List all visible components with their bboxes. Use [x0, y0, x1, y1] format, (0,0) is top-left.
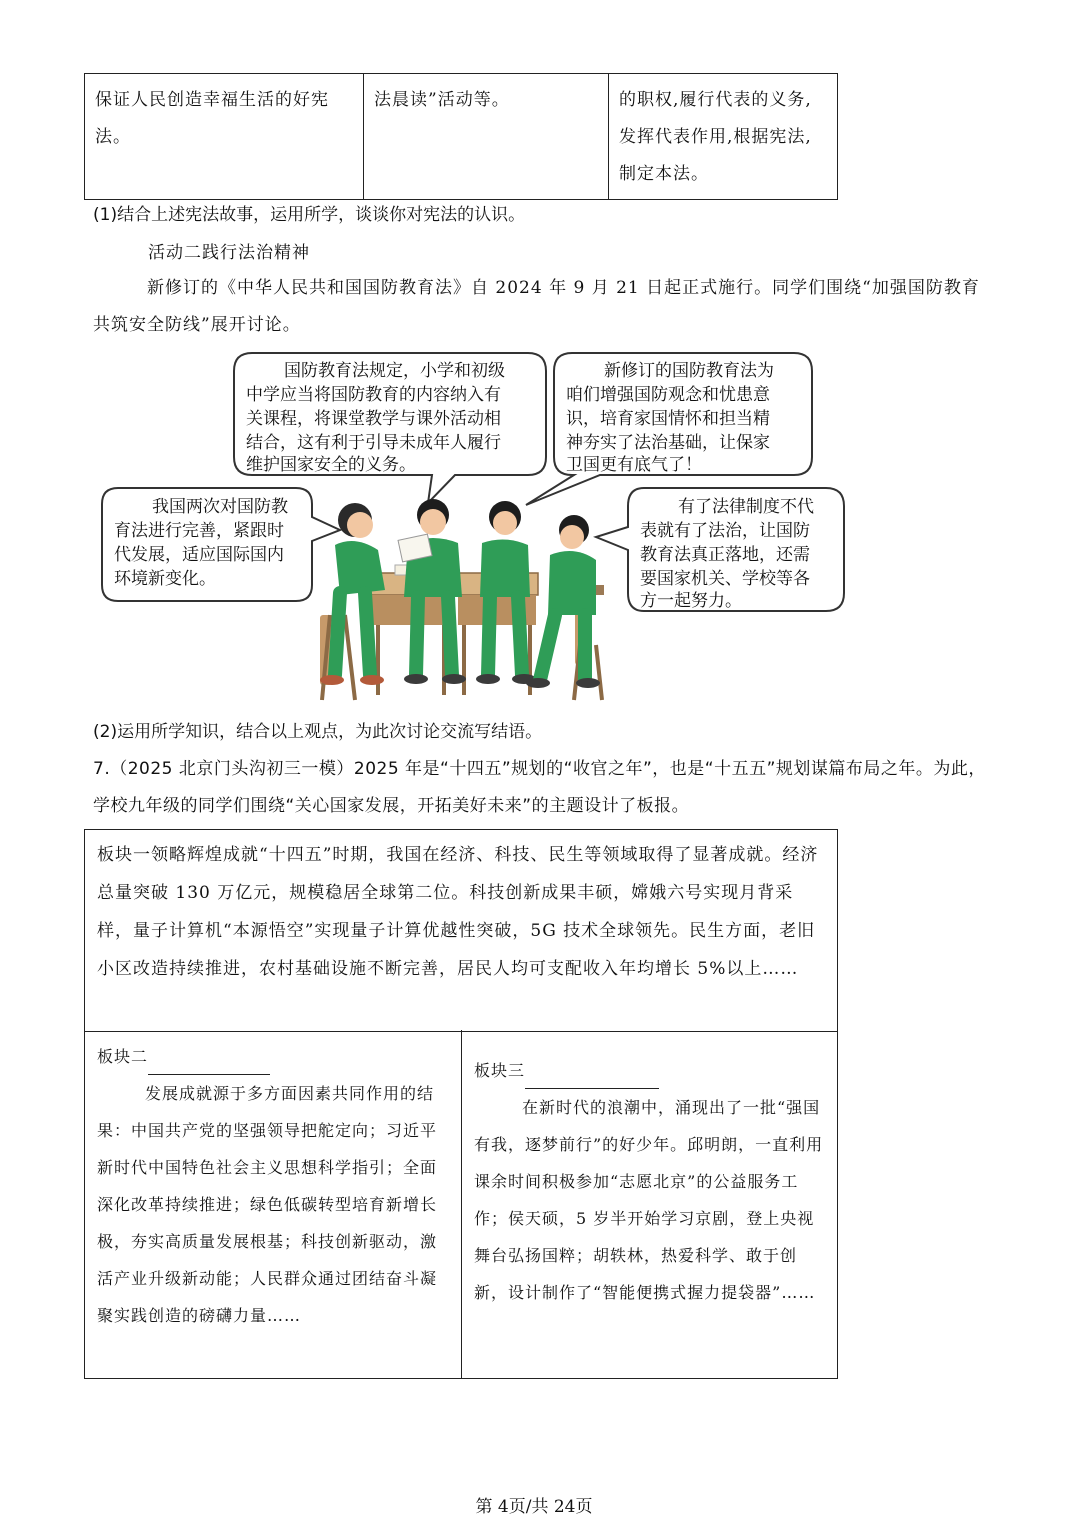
bubble-left-line-1: 我国两次对国防教 [152, 497, 288, 517]
bubble-top-left-line-2: 中学应当将国防教育的内容纳入有 [246, 385, 501, 405]
question-7: 7.（2025 北京门头沟初三一模）2025 年是“十四五”规划的“收官之年”，也是“十五五”规划谋篇布局之年。为此，学校九年级的同学们围绕“关心国家发展，开拓美好未来”的主题设计了板报。 [93, 759, 986, 816]
top-table [84, 73, 838, 200]
bubble-right-line-4: 要国家机关、学校等各 [640, 569, 810, 589]
bubble-right-line-2: 表就有了法治，让国防 [640, 521, 810, 541]
bubble-right-line-3: 教育法真正落地，还需 [640, 545, 810, 565]
board-section-3-label-line [474, 1052, 825, 1089]
bubble-top-left-line-5: 维护国家安全的义务。 [246, 455, 416, 475]
board-section-3-blank [525, 1070, 659, 1089]
bubble-top-right-line-1: 新修订的国防教育法为 [604, 361, 774, 381]
speech-bubble-top-right [526, 353, 812, 505]
board-sections-row [84, 1030, 838, 1379]
bubble-top-left-line-4: 结合，这有利于引导未成年人履行 [246, 433, 501, 453]
bubble-top-right-line-4: 神夯实了法治基础，让保家 [566, 433, 770, 453]
top-table-cell-2: 法晨读”活动等。 [364, 74, 609, 199]
board-section-2 [85, 1030, 462, 1378]
bubble-top-right-line-3: 识，培育家国情怀和担当精 [566, 409, 770, 429]
board-section-2-label-line [97, 1038, 449, 1075]
question-2: (2)运用所学知识，结合以上观点，为此次讨论交流写结语。 [93, 722, 543, 742]
bubble-left-line-2: 育法进行完善，紧跟时 [114, 521, 284, 541]
board-section-2-text: 发展成就源于多方面因素共同作用的结果：中国共产党的坚强领导把舵定向；习近平新时代中国特色社会主义思想科学指引；全面深化改革持续推进；绿色低碳转型培育新增长极，夯实高质量发展根基；科技创新驱动，激活产业升级新动能；人民群众通过团结奋斗凝聚实践创造的磅礴力量…… [97, 1084, 438, 1325]
board-section-3-label: 板块三 [474, 1061, 526, 1080]
bubble-left-line-3: 代发展，适应国际国内 [114, 545, 284, 565]
bubble-left-line-4: 环境新变化。 [114, 569, 216, 589]
board-section-2-label: 板块二 [97, 1047, 149, 1066]
bubble-top-left-line-3: 关课程，将课堂教学与课外活动相 [246, 409, 501, 429]
bubble-top-right-line-5: 卫国更有底气了！ [566, 455, 702, 475]
bubble-right-line-1: 有了法律制度不代 [678, 497, 814, 517]
speech-bubble-left [102, 488, 340, 601]
page-footer: 第 4页/共 24页 [475, 1497, 593, 1517]
discussion-illustration [0, 345, 1068, 710]
activity-2-title: 活动二践行法治精神 [148, 243, 310, 263]
activity-2-intro: 新修订的《中华人民共和国国防教育法》自 2024 年 9 月 21 日起正式施行。同学们围绕“加强国防教育共筑安全防线”展开讨论。 [93, 278, 980, 335]
board-section-3 [462, 1030, 837, 1378]
bubble-right-line-5: 方一起努力。 [640, 591, 742, 611]
board-section-1: 板块一领略辉煌成就“十四五”时期，我国在经济、科技、民生等领域取得了显著成就。经济总量突破 130 万亿元，规模稳居全球第二位。科技创新成果丰硕，嫦娥六号实现月背采样，量子计算机“本源悟空”实现量子计算优越性突破，5G 技术全球领先。民生方面，老旧小区改造持续推进，农村基础设施不断完善，居民人均可支配收入年均增长 5%以上…… [84, 829, 838, 1032]
board-section-2-blank [148, 1056, 270, 1075]
top-table-cell-1: 保证人民创造幸福生活的好宪法。 [85, 74, 364, 199]
top-table-cell-3: 的职权,履行代表的义务,发挥代表作用,根据宪法,制定本法。 [619, 90, 812, 184]
students-at-desks-drawing [320, 499, 604, 700]
board-section-3-text: 在新时代的浪潮中，涌现出了一批“强国有我，逐梦前行”的好少年。邱明朗，一直利用课余时间积极参加“志愿北京”的公益服务工作；侯天硕，5 岁半开始学习京剧，登上央视舞台弘扬国粹；胡轶林，热爱科学、敢于创新，设计制作了“智能便携式握力提袋器”…… [474, 1098, 824, 1302]
speech-bubble-top-left [234, 353, 546, 503]
speech-bubble-right [596, 488, 844, 611]
bubble-top-right-line-2: 咱们增强国防观念和忧患意 [566, 385, 770, 405]
bubble-top-left-line-1: 国防教育法规定，小学和初级 [284, 361, 505, 381]
question-1: (1)结合上述宪法故事，运用所学，谈谈你对宪法的认识。 [93, 205, 526, 225]
